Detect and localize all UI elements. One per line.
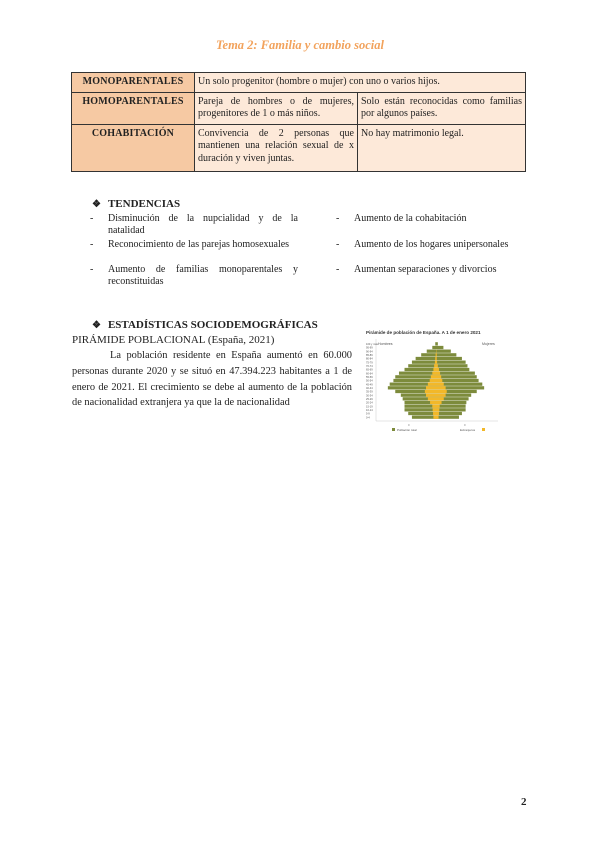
- bar-women: [436, 397, 444, 400]
- tick-label: 65-69: [366, 368, 373, 372]
- bar-men: [395, 375, 436, 378]
- list-item: - Disminución de la nupcialidad y de la natalidad: [90, 213, 298, 236]
- tick-label: 85-89: [366, 353, 373, 357]
- tick-label: 45-49: [366, 383, 373, 387]
- note-cell: No hay matrimonio legal.: [358, 124, 526, 171]
- tick-label: 70-74: [366, 364, 373, 368]
- tick-label: 40-44: [366, 386, 373, 390]
- legend-swatch: [392, 428, 395, 431]
- estadisticas-heading: [92, 319, 318, 331]
- tick-label: 80-84: [366, 357, 373, 361]
- bar-men: [432, 372, 436, 375]
- bar-women: [436, 346, 443, 349]
- bar-men: [412, 416, 436, 419]
- bar-women: [436, 379, 479, 382]
- bar-women: [436, 375, 477, 378]
- bar-women: [436, 416, 459, 419]
- bar-women: [436, 405, 440, 408]
- bar-men: [433, 416, 436, 419]
- bar-men: [431, 375, 436, 378]
- bar-women: [436, 353, 456, 356]
- list-item: - Reconocimiento de las parejas homosexuales: [90, 239, 290, 250]
- list-item: - Aumento de los hogares unipersonales: [336, 239, 509, 250]
- tick-label: 30-34: [366, 394, 373, 398]
- bar-women: [436, 372, 475, 375]
- bar-women: [436, 379, 442, 382]
- estadisticas-title: ESTADÍSTICAS SOCIODEMOGRÁFICAS: [107, 319, 318, 331]
- bar-men: [428, 397, 436, 400]
- legend-swatch: [482, 428, 485, 431]
- bar-women: [436, 408, 466, 411]
- list-item: - Aumento de familias monoparentales y reconstituidas: [90, 264, 298, 287]
- tick-label: 35-39: [366, 390, 373, 394]
- bar-men: [408, 412, 436, 415]
- bar-men: [405, 368, 436, 371]
- term-cell: COHABITACIÓN: [72, 124, 195, 171]
- term-cell: MONOPARENTALES: [72, 73, 195, 93]
- tick-label: 55-59: [366, 375, 373, 379]
- bar-men: [408, 364, 436, 367]
- legend-entry: Población total: [397, 428, 417, 432]
- bar-men: [393, 379, 436, 382]
- bar-men: [432, 405, 436, 408]
- tick-label: 10-14: [366, 408, 373, 412]
- bar-men: [433, 412, 436, 415]
- bar-men: [427, 350, 436, 353]
- description-cell: Un solo progenitor (hombre o mujer) con uno o varios hijos.: [195, 73, 526, 93]
- tick-label: 25-29: [366, 397, 373, 401]
- x-tick-label: 0: [408, 423, 410, 427]
- description-cell: Convivencia de 2 personas que mantienen una relación sexual de x duración y viven juntas.: [195, 124, 358, 171]
- bar-women: [436, 342, 438, 345]
- note-cell: Solo están reconocidas como familias por algunos países.: [358, 92, 526, 124]
- tick-label: 100 y más: [366, 342, 378, 346]
- tendencias-heading: [92, 198, 180, 210]
- bar-women: [436, 372, 440, 375]
- bar-men: [425, 390, 436, 393]
- bar-women: [436, 386, 446, 389]
- bar-men: [421, 353, 436, 356]
- bar-women: [436, 394, 446, 397]
- population-paragraph: La población residente en España aumentó en 60.000 personas durante 2020 y se situó en 47.394.223 habitantes a 1 de enero de 2021. El crecimiento se debe al aumento de la población de nacionalidad extranjera ya que la de nacionalidad: [72, 350, 352, 409]
- x-tick-label: 0: [464, 423, 466, 427]
- tick-label: 60-64: [366, 372, 373, 376]
- bar-women: [436, 383, 444, 386]
- tick-label: 15-19: [366, 405, 373, 409]
- bar-men: [435, 342, 436, 345]
- bar-men: [426, 386, 436, 389]
- bar-women: [436, 412, 439, 415]
- bar-women: [436, 350, 451, 353]
- bar-men: [435, 357, 436, 360]
- tick-label: 20-24: [366, 401, 373, 405]
- bar-women: [436, 364, 438, 367]
- list-item: - Aumentan separaciones y divorcios: [336, 264, 497, 275]
- bar-women: [436, 357, 462, 360]
- diamond-bullet-icon: ❖: [92, 199, 101, 210]
- bar-women: [436, 412, 462, 415]
- tick-label: 90-94: [366, 350, 373, 354]
- bar-men: [432, 346, 436, 349]
- page-number: 2: [521, 796, 527, 808]
- tendencias-title: TENDENCIAS: [107, 198, 181, 210]
- bar-men: [412, 361, 436, 364]
- bar-women: [436, 357, 437, 360]
- chart-title: Pirámide de población de España. A 1 de enero 2021: [366, 330, 481, 335]
- diamond-bullet-icon: ❖: [92, 320, 101, 331]
- bar-men: [416, 357, 436, 360]
- bar-men: [399, 372, 436, 375]
- tick-label: 95-99: [366, 346, 373, 350]
- bar-men: [426, 394, 436, 397]
- bar-women: [436, 368, 469, 371]
- term-cell: HOMOPARENTALES: [72, 92, 195, 124]
- bar-women: [436, 353, 437, 356]
- bar-women: [436, 416, 439, 419]
- bar-women: [436, 405, 466, 408]
- bar-men: [433, 368, 436, 371]
- bar-women: [436, 408, 439, 411]
- tick-label: 50-54: [366, 379, 373, 383]
- bar-women: [436, 368, 439, 371]
- left-axis-label: Hombres: [378, 342, 393, 346]
- tick-label: 75-79: [366, 361, 373, 365]
- bar-men: [433, 408, 436, 411]
- right-axis-label: Mujeres: [482, 342, 495, 346]
- description-cell: Pareja de hombres o de mujeres, progenitores de 1 o más niños.: [195, 92, 358, 124]
- page-header-title: Tema 2: Familia y cambio social: [216, 38, 384, 52]
- bar-women: [436, 390, 447, 393]
- family-types-table: [71, 72, 526, 172]
- tick-label: 0-4: [366, 416, 370, 420]
- bar-women: [436, 361, 437, 364]
- bar-women: [436, 364, 467, 367]
- legend-entry: Extranjeros: [460, 428, 476, 432]
- tick-label: 5-9: [366, 412, 370, 416]
- population-pyramid-chart: [364, 327, 498, 435]
- bar-men: [405, 408, 436, 411]
- bar-women: [436, 375, 441, 378]
- list-item: - Aumento de la cohabitación: [336, 213, 467, 224]
- pyramid-subtitle: PIRÁMIDE POBLACIONAL (España, 2021): [72, 334, 275, 346]
- bar-men: [430, 379, 436, 382]
- table-row: [72, 92, 526, 124]
- bar-women: [436, 401, 442, 404]
- table-row: [72, 124, 526, 171]
- table-row: [72, 73, 526, 93]
- bar-men: [428, 383, 436, 386]
- bar-men: [430, 401, 436, 404]
- bar-women: [436, 361, 466, 364]
- bar-men: [405, 405, 436, 408]
- bar-men: [434, 364, 436, 367]
- bar-men: [435, 361, 436, 364]
